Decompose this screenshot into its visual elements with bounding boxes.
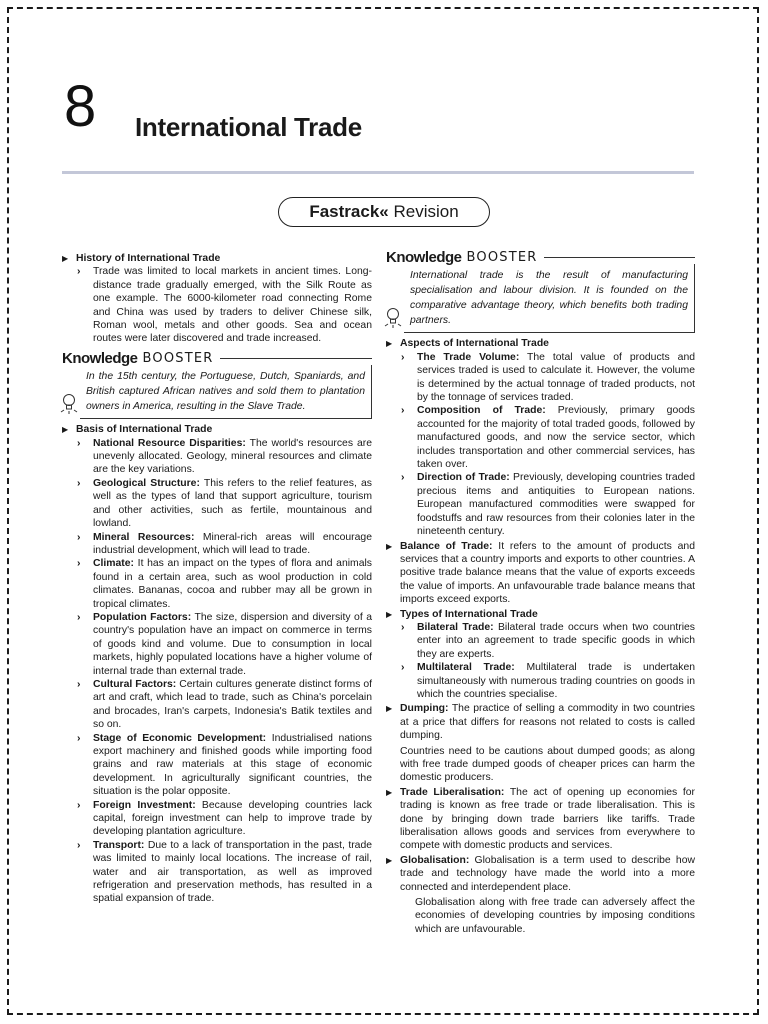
basis-item: › Geological Structure: This refers to the relief features, as well as the types of land that support agriculture, tourism and other activities, such as fertile, mountainous and lowland. [77,477,372,530]
knowledge-booster-box [62,349,372,419]
chevron-right-icon: › [77,611,81,623]
chevron-right-icon: › [401,621,405,633]
triangle-bullet-icon: ▶ [386,855,393,865]
chevron-right-icon: › [77,437,81,449]
chevron-right-icon: › [77,678,81,690]
basis-section [62,423,372,436]
banner-text: Revision [388,202,459,221]
lightbulb-icon [60,392,78,414]
chevron-right-icon: › [77,531,81,543]
chevron-right-icon: › [401,662,405,674]
knowledge-booster-box [386,251,695,333]
fastrack-revision-banner [278,197,490,227]
basis-item: › Mineral Resources: Mineral-rich areas will encourage industrial development, which will lead to trade. [77,531,372,556]
triangle-bullet-icon: ▶ [386,541,393,551]
chevron-right-icon: › [401,351,405,363]
kb-title: Knowledge [62,349,138,367]
balance-section: ▶ Balance of Trade: It refers to the amount of products and services that a country imports and exports to other countries. A positive trade balance means that the value of exports exceeds the value of imports. An unfavourable trade balance means that imports exceed exports. [386,540,695,606]
chevron-right-icon: › [77,799,81,811]
dumping-note: Countries need to be cautions about dumped goods; as along with free trade dumped goods of cheaper prices can harm the domestic producers. [400,745,695,784]
basis-item: › Climate: It has an impact on the types of flora and animals found in a certain area, such as wool production in cold climates. Bananas, cocoa and rubber may all be grown in tropical climates. [77,558,372,610]
right-column [386,251,695,936]
basis-item: › Population Factors: The size, dispersion and diversity of a country's population have an impact on commerce in terms of goods kind and volume. Due to consumption in local markets, highly populated locations have a higher volume of internal trade than external trade. [77,611,372,677]
chevron-right-icon: › [77,732,81,744]
triangle-bullet-icon: ▶ [386,787,393,797]
aspects-section [386,337,695,350]
kb-title: Knowledge [386,249,462,266]
kb-text: In the 15th century, the Portuguese, Dutch, Spaniards, and British captured African natives and sold them to plantation owners in America, resulting in the Slave Trade. [80,365,372,419]
history-section [62,252,372,265]
types-item: › Multilateral Trade: Multilateral trade is undertaken simultaneously with numerous trading countries on goods in which the countries specialise. [401,662,696,700]
lightbulb-icon [384,306,402,328]
globalisation-note: Globalisation along with free trade can adversely affect the economies of developing countries by imposing conditions which are unfavourable. [415,897,695,935]
basis-item: › Transport: Due to a lack of transportation in the past, trade was limited to mainly local locations. The increase of rail, water and air transportation, as well as improved refrigeration and preservation methods, has resulted in a spatial expansion of trade. [77,839,372,905]
chevron-right-icon: › [77,839,81,851]
globalisation-section: ▶ Globalisation: Globalisation is a term used to describe how trade and technology have made the world into a more connected and interdependent place. [386,854,695,893]
chapter-title: International Trade [135,112,362,142]
banner-brand: Fastrack« [309,202,389,221]
chevron-right-icon: › [401,472,405,484]
history-heading: History of International Trade [76,253,221,264]
aspects-heading: Aspects of International Trade [400,338,549,350]
aspects-item: › Composition of Trade: Previously, primary goods accounted for the majority of total traded goods, followed by manufactured goods, and now the service sector, which includes transportation and other commercial services, has taken over. [401,405,695,471]
kb-subtitle: BOOSTER [466,250,538,265]
dumping-section: ▶ Dumping: The practice of selling a commodity in two countries at a price that differs for reasons not related to costs is called dumping. [386,703,695,742]
triangle-bullet-icon: ▶ [386,339,393,349]
types-item: › Bilateral Trade: Bilateral trade occurs when two countries enter into an agreement to trade specific goods in which they are experts. [401,621,695,660]
aspects-item: › Direction of Trade: Previously, developing countries traded precious items and antiquities to European nations. European manufactured commodities were swapped for foodstuffs and raw resources from their colonies later in the nineteenth century. [401,472,695,538]
chevron-right-icon: › [77,477,81,489]
basis-item: › National Resource Disparities: The world's resources are unevenly allocated. Geology, mineral resources and climate are the key variations. [77,437,372,476]
triangle-bullet-icon: ▶ [386,704,393,714]
chapter-number: 8 [64,74,97,139]
types-heading: Types of International Trade [400,608,538,620]
left-column [62,251,372,906]
liberalisation-section: ▶ Trade Liberalisation: The act of opening up economies for trading is known as free trade or trade liberalisation. This is done by bringing down trade barriers like tariffs. Trade liberalisation allows goods and services from everywhere to compete with domestic products and services. [386,786,695,852]
kb-subtitle: BOOSTER [142,350,214,366]
basis-item: › Cultural Factors: Certain cultures generate distinct forms of art and craft, which lead to trade, such as China's porcelain and brocades, Iran's carpets, Indonesia's Batik textiles and so on. [77,678,372,731]
triangle-bullet-icon: ▶ [62,254,69,263]
basis-heading: Basis of International Trade [76,424,213,436]
triangle-bullet-icon: ▶ [62,425,69,435]
kb-text: International trade is the result of manufacturing specialisation and labour division. It is founded on the comparative advantage theory, which benefits both trading partners. [404,264,695,333]
chevron-right-icon: › [77,266,81,278]
chevron-right-icon: › [401,405,405,417]
types-section [386,608,695,621]
triangle-bullet-icon: ▶ [386,609,393,619]
title-divider [62,171,694,174]
aspects-item: › The Trade Volume: The total value of products and services traded is used to calculate it. However, the volume is determined by the actual tonnage of traded products, not by the tonnage of services traded. [401,351,695,404]
chevron-right-icon: › [77,558,81,570]
basis-item: › Stage of Economic Development: Industrialised nations export machinery and finished goods while importing food grains and raw materials at this stage of economic development. In agriculturally significant countries, the situation is the polar opposite. [77,732,372,798]
basis-item: › Foreign Investment: Because developing countries lack capital, foreign investment can help to improve trade by developing plantation agriculture. [77,799,372,838]
history-text: › Trade was limited to local markets in ancient times. Long-distance trade gradually emerged, with the Silk Route as one example. The 6000-kilometer road connecting Rome and China was used by traders to deliver Chinese silk, Roman wool, metals and other goods. Sea and ocean routes were later discovered and trade increased. [77,266,372,345]
